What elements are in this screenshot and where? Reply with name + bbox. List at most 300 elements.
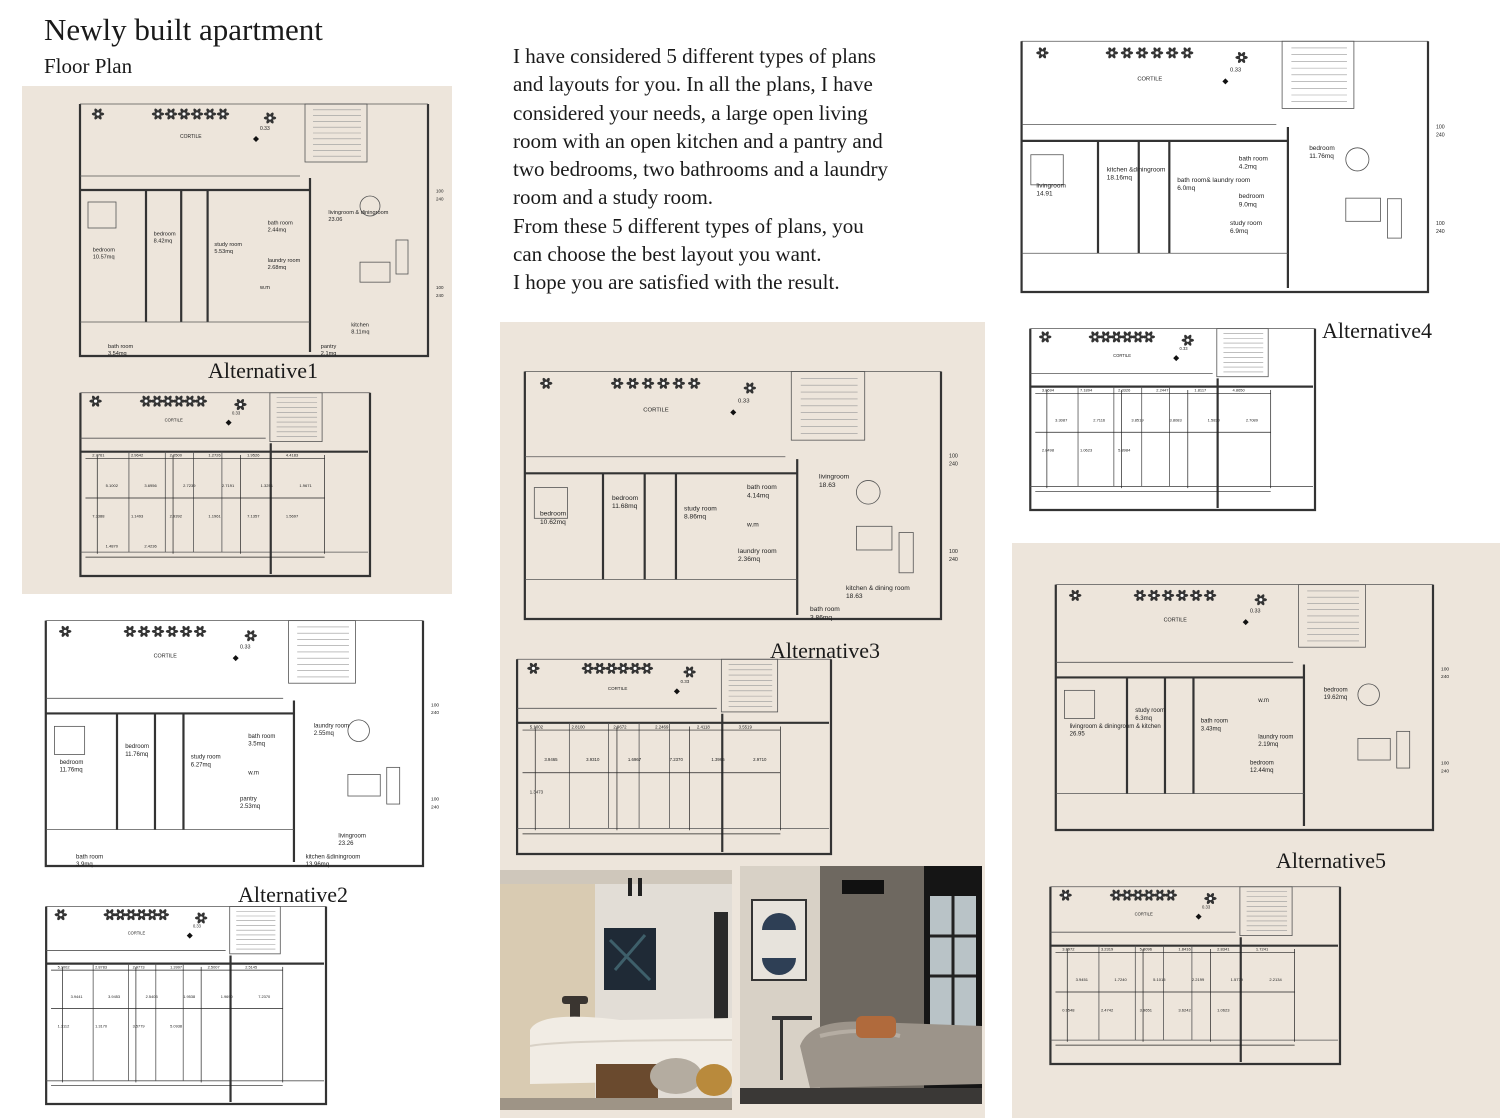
room-area-label: 13.96mq	[305, 861, 330, 868]
room-area-label: 6.9mq	[1230, 228, 1248, 236]
dimension-label: 1.0623	[1217, 1007, 1230, 1013]
plant-icon	[593, 662, 605, 674]
plant-icon	[217, 108, 229, 120]
page-title: Newly built apartment	[44, 12, 323, 47]
dining-table-icon	[360, 262, 390, 282]
outer-wall	[525, 371, 941, 622]
outer-wall	[1022, 41, 1428, 292]
plant-icon	[657, 377, 669, 389]
plant-icon	[166, 625, 178, 637]
alternative4-label: Alternative4	[1322, 318, 1432, 343]
plant-icon	[1182, 334, 1194, 346]
dimension-label: 1.3473	[529, 789, 544, 795]
plant-icon	[152, 108, 164, 120]
plant-icon	[540, 377, 552, 389]
alt3-dimension-plan	[508, 652, 853, 862]
level-marker-icon	[730, 409, 736, 415]
side-note: 100	[1436, 220, 1445, 227]
plant-icon	[688, 377, 700, 389]
intro-line: room with an open kitchen and a pantry and	[513, 128, 883, 153]
plant-icon	[146, 909, 158, 921]
interior-photo-living-room-2	[740, 866, 982, 1104]
room-area-label: 11.68mq	[612, 503, 638, 511]
room-area-label: 2.19mq	[1258, 741, 1279, 748]
dimension-label: 1.7240	[1114, 977, 1127, 983]
plant-icon	[92, 108, 104, 120]
plant-icon	[152, 625, 164, 637]
dining-table-icon	[856, 526, 892, 550]
room-area-label: 4.2mq	[1238, 163, 1257, 171]
room-name-label: bedroom	[612, 494, 639, 502]
room-area-label: 18.63	[846, 593, 863, 601]
outer-wall	[46, 907, 326, 1104]
dimension-label: 3.9451	[1075, 977, 1089, 983]
plant-icon	[1069, 589, 1081, 601]
room-area-label: 10.62mq	[540, 518, 566, 526]
dimension-label: 1.5830	[1207, 417, 1220, 423]
alternative1-label: Alternative1	[208, 358, 318, 383]
coffee-table-icon	[1346, 148, 1369, 171]
level-label: 0.33	[193, 923, 201, 929]
dimension-label: 4.4183	[285, 452, 299, 458]
room-name-label: livingroom	[819, 473, 850, 481]
dimension-label: 1.0623	[1080, 447, 1093, 453]
room-name-label: bedroom	[1309, 144, 1335, 152]
level-label: 0.33	[1250, 608, 1261, 615]
plant-icon	[264, 112, 276, 124]
coffee-table-icon	[348, 720, 370, 742]
side-note: 240	[1441, 675, 1450, 681]
dimension-label: 2.7116	[1093, 417, 1106, 423]
alternative2-label: Alternative2	[238, 882, 348, 907]
kitchen-counter-icon	[387, 767, 400, 804]
room-area-label: 8.86mq	[684, 513, 707, 521]
plant-icon	[104, 909, 116, 921]
dimension-label: 1.3251	[260, 483, 273, 489]
dimension-label: 2.5145	[245, 964, 258, 970]
level-label: 0.33	[232, 410, 241, 416]
dimension-label: 7.2370	[669, 756, 683, 762]
bed-icon	[54, 726, 84, 754]
dimension-label: 2.4118	[696, 724, 710, 730]
dimension-label: 3.9310	[586, 756, 600, 762]
room-name-label: livingroom	[1036, 182, 1066, 190]
room-name-label: bedroom	[92, 247, 115, 254]
alternative5-label: Alternative5	[1276, 848, 1386, 873]
plant-icon	[1143, 889, 1155, 901]
dimension-label: 1.4870	[105, 543, 119, 549]
plant-icon	[1036, 47, 1048, 59]
plant-icon	[180, 625, 192, 637]
plant-icon	[527, 662, 539, 674]
plant-icon	[195, 912, 207, 924]
alt1-furnished-plan	[70, 96, 450, 364]
room-area-label: 3.43mq	[1200, 726, 1221, 733]
dimension-label: 3.9453	[108, 993, 121, 999]
room-name-label: bath room	[1238, 155, 1268, 163]
room-name-label: livingroom	[338, 833, 366, 840]
dimension-label: 1.9526	[247, 452, 260, 458]
dimension-label: 2.9773	[132, 964, 145, 970]
room-area-label: 3.9mq	[76, 861, 93, 868]
dimension-label: 1.2726	[208, 452, 221, 458]
outer-wall	[80, 104, 428, 356]
courtyard-label: CORTILE	[153, 653, 177, 660]
bed-icon	[88, 202, 116, 228]
room-name-label: bath room	[1200, 718, 1228, 725]
intro-line: room and a study room.	[513, 185, 714, 210]
room-name-label: study room	[190, 754, 221, 761]
plant-icon	[683, 666, 695, 678]
bed-icon	[1031, 155, 1063, 185]
room-name-label: bedroom	[1250, 760, 1274, 767]
plant-icon	[140, 395, 152, 407]
room-name-label: study room	[684, 505, 717, 513]
level-label: 0.33	[260, 126, 270, 132]
dimension-label: 3.9441	[70, 993, 83, 999]
alt1-dimension-plan	[72, 386, 392, 584]
dimension-label: 1.7241	[1255, 946, 1269, 952]
side-note: 100	[949, 453, 958, 460]
room-area-label: 2.68mq	[267, 265, 287, 272]
dimension-label: 5.1002	[105, 483, 119, 489]
dimension-label: 1.9538	[183, 993, 196, 999]
plant-icon	[55, 909, 67, 921]
room-area-label: 8.11mq	[351, 329, 370, 336]
room-name-label: bedroom	[59, 759, 84, 766]
room-area-label: 6.3mq	[1135, 715, 1152, 722]
dimension-label: 1.9690	[220, 993, 233, 999]
dimension-label: 2.9642	[130, 452, 144, 458]
dimension-label: 3.8694	[1041, 387, 1055, 393]
room-area-label: 3.86mq	[810, 614, 833, 622]
dimension-label: 1.1961	[208, 513, 221, 519]
plant-icon	[135, 909, 147, 921]
room-area-label: 11.76mq	[125, 751, 149, 758]
courtyard-label: CORTILE	[1134, 911, 1153, 917]
room-area-label: 8.42mq	[153, 238, 173, 245]
intro-line: From these 5 different types of plans, you	[513, 213, 864, 238]
plant-icon	[1059, 889, 1071, 901]
dimension-label: 0.9548	[1062, 1007, 1075, 1013]
courtyard-label: CORTILE	[1137, 76, 1163, 83]
alternative3-label: Alternative3	[770, 638, 880, 663]
room-name-label: pantry	[240, 796, 257, 803]
room-area-label: 3.5mq	[248, 741, 265, 748]
room-name-label: livingroom & diningroom	[328, 209, 389, 216]
level-label: 0.33	[1202, 904, 1211, 910]
dimension-label: 3.6242	[1178, 1007, 1191, 1013]
room-name-label: bedroom	[1323, 687, 1348, 694]
room-name-label: bedroom	[153, 231, 176, 238]
kitchen-counter-icon	[1387, 199, 1401, 238]
interior-photo-living-room-1	[500, 870, 732, 1110]
room-name-label: bath room	[810, 606, 840, 614]
side-note: 240	[431, 711, 440, 717]
plant-icon	[611, 377, 623, 389]
plant-icon	[1166, 47, 1178, 59]
room-area-label: 2.53mq	[240, 804, 261, 811]
courtyard-label: CORTILE	[127, 930, 146, 936]
side-note: 100	[431, 797, 440, 803]
room-area-label: 12.44mq	[1250, 768, 1274, 775]
room-name-label: laundry room	[738, 547, 777, 555]
level-label: 0.33	[738, 398, 750, 405]
plant-icon	[744, 382, 756, 394]
dimension-label: 1.3997	[170, 964, 183, 970]
outer-wall	[1050, 887, 1340, 1064]
plant-icon	[1132, 331, 1144, 343]
plant-icon	[195, 395, 207, 407]
dimension-label: 5.1002	[529, 724, 544, 730]
side-note: 100	[1436, 124, 1445, 131]
dimension-label: 3.8519	[1131, 417, 1144, 423]
room-name-label: bath room	[76, 854, 104, 861]
dimension-label: 7.2370	[258, 993, 271, 999]
side-note: 240	[431, 805, 440, 811]
level-marker-icon	[226, 420, 232, 426]
plant-icon	[1204, 589, 1216, 601]
plant-icon	[157, 909, 169, 921]
dimension-label: 2.7089	[1245, 417, 1258, 423]
level-label: 0.33	[680, 678, 690, 684]
dimension-label: 1.5697	[285, 513, 299, 519]
dimension-label: 1.6967	[627, 756, 642, 762]
room-name-label: bedroom	[125, 744, 150, 751]
room-area-label: 26.95	[1069, 731, 1085, 738]
room-name-label: bath room	[267, 220, 293, 227]
side-note: 240	[1441, 769, 1450, 775]
room-area-label: 9.0mq	[1238, 201, 1257, 209]
plant-icon	[151, 395, 163, 407]
room-name-label: w.m	[1258, 697, 1269, 704]
room-name-label: w.m	[260, 284, 270, 291]
dimension-label: 3.9465	[544, 756, 558, 762]
room-area-label: 6.0mq	[1177, 185, 1196, 193]
level-label: 0.33	[1179, 346, 1188, 352]
plant-icon	[1132, 889, 1144, 901]
coffee-table-icon	[856, 480, 880, 504]
room-name-label: w.m	[248, 770, 259, 777]
plant-icon	[1134, 589, 1146, 601]
dining-table-icon	[348, 774, 380, 796]
level-marker-icon	[187, 933, 193, 939]
dimension-label: 5.8096	[1139, 946, 1153, 952]
plant-icon	[245, 630, 257, 642]
room-name-label: study room	[214, 242, 243, 249]
dimension-label: 1.9671	[299, 483, 312, 489]
alt2-dimension-plan	[38, 900, 348, 1112]
dimension-label: 2.4236	[144, 543, 157, 549]
side-note: 100	[436, 284, 444, 290]
dimension-label: 2.8100	[571, 724, 585, 730]
intro-text	[513, 42, 993, 297]
dimension-label: 2.2469	[655, 724, 669, 730]
plant-icon	[173, 395, 185, 407]
room-area-label: 18.63	[819, 481, 836, 489]
intro-line: two bedrooms, two bathrooms and a laundry	[513, 157, 889, 182]
level-marker-icon	[1222, 78, 1228, 84]
room-area-label: 14.91	[1036, 190, 1053, 198]
alt5-dimension-plan	[1042, 880, 1362, 1072]
plant-icon	[1190, 589, 1202, 601]
plant-icon	[1176, 589, 1188, 601]
plant-icon	[1121, 331, 1133, 343]
plant-icon	[605, 662, 617, 674]
plant-icon	[641, 662, 653, 674]
room-name-label: laundry room	[1258, 734, 1294, 741]
plant-icon	[1148, 589, 1160, 601]
dimension-label: 2.5403	[145, 993, 158, 999]
room-name-label: study room	[1230, 219, 1262, 227]
alt4-dimension-plan	[1022, 322, 1337, 518]
alt4-furnished-plan	[1010, 32, 1450, 300]
room-name-label: bath room	[747, 484, 777, 492]
dimension-label: 1.5779	[1230, 977, 1243, 983]
plant-icon	[162, 395, 174, 407]
room-name-label: bath room	[248, 733, 276, 740]
dimension-label: 5.1002	[57, 964, 70, 970]
side-note: 240	[436, 293, 444, 298]
bed-icon	[1064, 690, 1094, 718]
plant-icon	[138, 625, 150, 637]
room-area-label: 5.53mq	[214, 249, 234, 256]
dimension-label: 2.0500	[169, 452, 183, 458]
room-area-label: 4.14mq	[747, 492, 770, 500]
room-area-label: 2.36mq	[738, 556, 761, 564]
dimension-label: 2.9672	[613, 724, 627, 730]
side-note: 100	[1441, 761, 1450, 767]
plant-icon	[1136, 47, 1148, 59]
plant-icon	[124, 625, 136, 637]
level-marker-icon	[233, 655, 239, 661]
dimension-label: 2.4742	[1100, 1007, 1114, 1013]
plant-icon	[89, 395, 101, 407]
plant-icon	[1106, 47, 1118, 59]
dimension-label: 1.3170	[95, 1023, 108, 1029]
room-area-label: 6.27mq	[190, 762, 211, 769]
alt2-furnished-plan	[35, 612, 445, 874]
side-note: 240	[1436, 132, 1445, 139]
plant-icon	[165, 108, 177, 120]
dimension-label: 2.8783	[95, 964, 108, 970]
dimension-label: 2.7761	[92, 452, 105, 458]
room-name-label: bath room& laundry room	[1177, 177, 1251, 185]
plant-icon	[1162, 589, 1174, 601]
page-subtitle: Floor Plan	[44, 54, 133, 78]
dimension-label: 3.6956	[144, 483, 157, 489]
plant-icon	[184, 395, 196, 407]
dimension-label: 1.8416	[1178, 946, 1191, 952]
level-label: 0.33	[240, 644, 251, 651]
room-name-label: kitchen &diningroom	[1106, 166, 1166, 174]
side-note: 240	[949, 556, 958, 563]
plant-icon	[1039, 331, 1051, 343]
room-name-label: laundry room	[313, 723, 350, 730]
plant-icon	[1143, 331, 1155, 343]
plant-icon	[191, 108, 203, 120]
room-name-label: kitchen	[351, 322, 369, 329]
dimension-label: 3.8972	[1062, 946, 1075, 952]
room-area-label: 2.1mq	[320, 350, 337, 357]
dimension-label: 7.1894	[1080, 387, 1093, 393]
dimension-label: 2.7191	[221, 483, 235, 489]
plant-icon	[1255, 594, 1267, 606]
side-note: 240	[949, 461, 958, 468]
courtyard-label: CORTILE	[164, 417, 183, 423]
dimension-label: 3.5779	[132, 1023, 145, 1029]
plant-icon	[1235, 51, 1247, 63]
level-marker-icon	[674, 688, 680, 694]
room-name-label: bath room	[108, 343, 134, 350]
kitchen-counter-icon	[396, 240, 408, 274]
alt5-furnished-plan	[1045, 576, 1455, 838]
plant-icon	[1100, 331, 1112, 343]
dimension-label: 7.1357	[247, 513, 260, 519]
plant-icon	[234, 398, 246, 410]
room-name-label: kitchen & dining room	[846, 584, 910, 592]
dimension-label: 3.9651	[1139, 1007, 1153, 1013]
dimension-label: 5.0938	[170, 1023, 183, 1029]
dining-table-icon	[1358, 738, 1390, 760]
side-note: 100	[431, 703, 440, 709]
side-note: 100	[436, 188, 444, 194]
plant-icon	[125, 909, 137, 921]
plant-icon	[1110, 331, 1122, 343]
courtyard-label: CORTILE	[607, 686, 628, 692]
room-name-label: bedroom	[540, 510, 567, 518]
plant-icon	[194, 625, 206, 637]
room-area-label: 18.16mq	[1106, 174, 1132, 182]
room-area-label: 11.76mq	[59, 767, 83, 774]
room-area-label: 10.57mq	[92, 254, 115, 261]
level-marker-icon	[253, 136, 259, 142]
plant-icon	[626, 377, 638, 389]
room-area-label: 23.26	[338, 840, 354, 847]
dimension-label: 3.5519	[738, 724, 752, 730]
side-note: 240	[1436, 229, 1445, 235]
side-note: 100	[1441, 667, 1450, 673]
plant-icon	[178, 108, 190, 120]
plant-icon	[673, 377, 685, 389]
intro-line: can choose the best layout you want.	[513, 242, 822, 267]
coffee-table-icon	[1358, 684, 1380, 706]
room-name-label: w.m	[747, 521, 759, 529]
intro-line: and layouts for you. In all the plans, I have	[513, 72, 873, 97]
plant-icon	[617, 662, 629, 674]
level-marker-icon	[1196, 914, 1202, 920]
room-name-label: kitchen &diningroom	[305, 854, 361, 861]
plant-icon	[642, 377, 654, 389]
dimension-label: 1.3965	[711, 756, 725, 762]
plant-icon	[1121, 47, 1133, 59]
dimension-label: 7.3388	[92, 513, 105, 519]
dimension-label: 2.7239	[183, 483, 196, 489]
plant-icon	[1089, 331, 1101, 343]
intro-line: I have considered 5 different types of plans	[513, 44, 876, 68]
dining-table-icon	[1346, 198, 1381, 221]
room-area-label: 11.76mq	[1309, 153, 1334, 161]
plant-icon	[114, 909, 126, 921]
dimension-label: 1.8117	[1194, 387, 1207, 393]
plant-icon	[204, 108, 216, 120]
plant-icon	[1165, 889, 1177, 901]
room-name-label: pantry	[320, 343, 337, 350]
kitchen-counter-icon	[899, 533, 913, 573]
dimension-label: 2.9392	[169, 513, 183, 519]
intro-line: considered your needs, a large open living	[513, 100, 868, 125]
courtyard-label: CORTILE	[1163, 617, 1187, 624]
